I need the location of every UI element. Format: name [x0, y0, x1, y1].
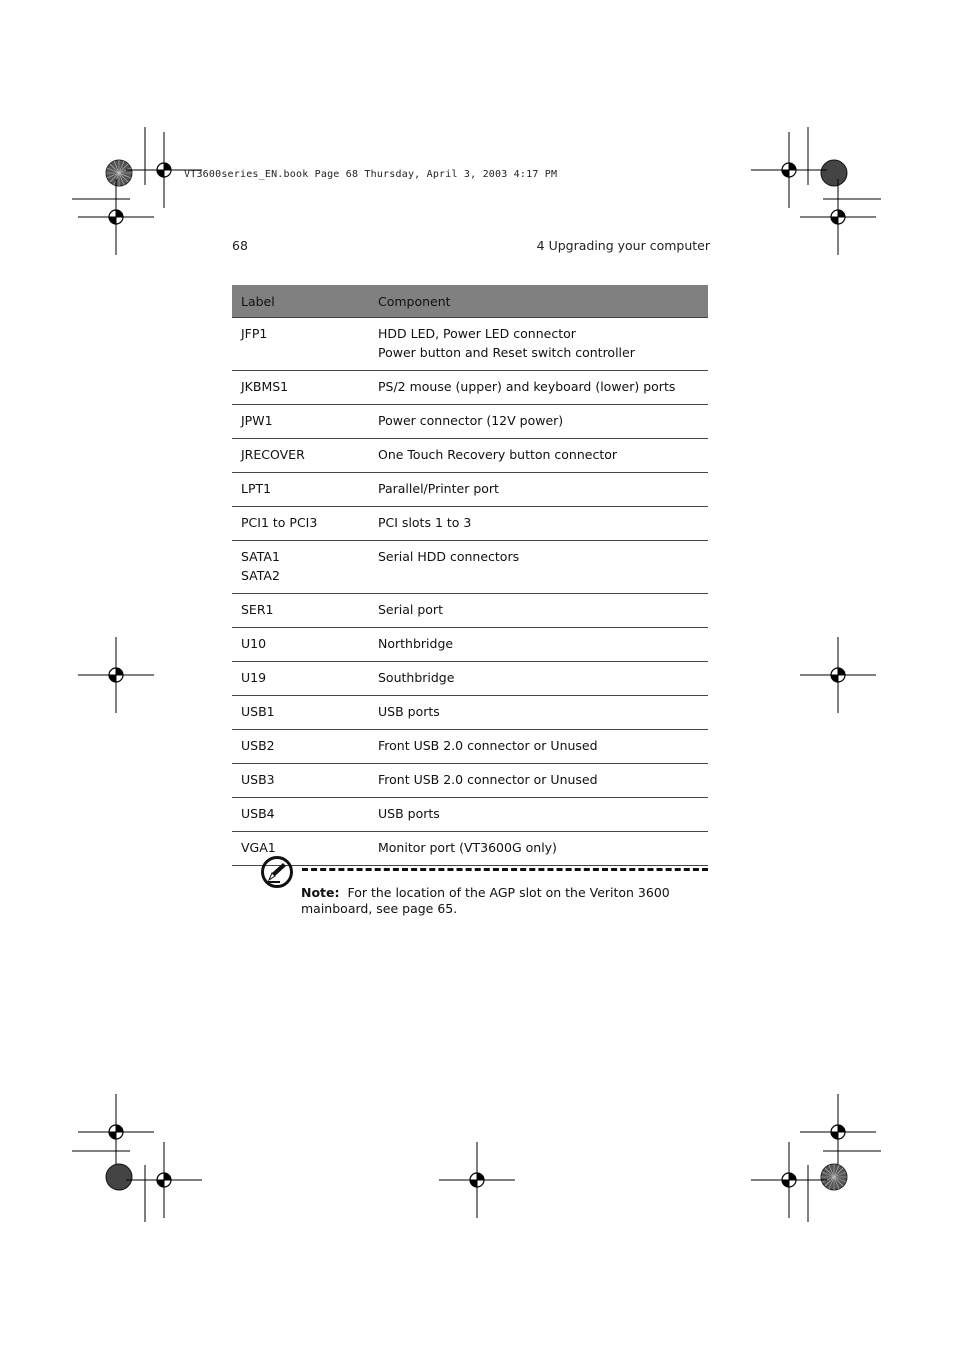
row-label [232, 594, 369, 628]
column-header-component: Component [369, 285, 708, 318]
component-line: Northbridge [378, 636, 454, 651]
table-row [232, 832, 708, 866]
label-line: SATA2 [241, 568, 280, 583]
label-line: USB3 [241, 772, 275, 787]
label-line: VGA1 [241, 840, 276, 855]
label-line: JPW1 [241, 413, 273, 428]
table-row [232, 405, 708, 439]
table-row [232, 371, 708, 405]
row-component [369, 318, 708, 371]
row-label [232, 832, 369, 866]
note-label: Note: [301, 885, 340, 900]
component-line: Power button and Reset switch controller [378, 345, 635, 360]
label-line: SER1 [241, 602, 274, 617]
label-line: PCI1 to PCI3 [241, 515, 318, 530]
component-line: One Touch Recovery button connector [378, 447, 618, 462]
row-label [232, 730, 369, 764]
chapter-title: 4 Upgrading your computer [536, 238, 710, 253]
row-component [369, 730, 708, 764]
component-line: Monitor port (VT3600G only) [378, 840, 557, 855]
row-component [369, 798, 708, 832]
row-component [369, 628, 708, 662]
note-divider [302, 868, 708, 871]
note-block [301, 885, 711, 917]
component-line: Power connector (12V power) [378, 413, 564, 428]
row-component [369, 764, 708, 798]
table-row [232, 764, 708, 798]
row-label [232, 662, 369, 696]
component-line: PCI slots 1 to 3 [378, 515, 472, 530]
row-label [232, 318, 369, 371]
note-pencil-icon [260, 855, 294, 889]
table-row [232, 439, 708, 473]
row-component [369, 473, 708, 507]
row-component [369, 405, 708, 439]
label-line: JFP1 [241, 326, 268, 341]
label-line: USB2 [241, 738, 275, 753]
row-label [232, 541, 369, 594]
component-line: Front USB 2.0 connector or Unused [378, 772, 598, 787]
row-component [369, 594, 708, 628]
column-header-label: Label [232, 285, 369, 318]
row-component [369, 662, 708, 696]
table-row [232, 662, 708, 696]
page-number: 68 [232, 238, 248, 253]
table-row [232, 798, 708, 832]
component-line: USB ports [378, 806, 440, 821]
row-label [232, 507, 369, 541]
row-label [232, 371, 369, 405]
label-line: JKBMS1 [241, 379, 289, 394]
label-line: U19 [241, 670, 267, 685]
table-row [232, 473, 708, 507]
component-line: Serial HDD connectors [378, 549, 520, 564]
row-component [369, 439, 708, 473]
component-line: Front USB 2.0 connector or Unused [378, 738, 598, 753]
note-text: For the location of the AGP slot on the Veriton 3600 mainboard, see page 65. [301, 885, 670, 916]
row-component [369, 507, 708, 541]
row-component [369, 696, 708, 730]
row-component [369, 371, 708, 405]
label-line: LPT1 [241, 481, 272, 496]
component-line: PS/2 mouse (upper) and keyboard (lower) ports [378, 379, 676, 394]
label-line: USB4 [241, 806, 275, 821]
row-label [232, 405, 369, 439]
component-line: Parallel/Printer port [378, 481, 499, 496]
component-line: HDD LED, Power LED connector [378, 326, 576, 341]
table-row [232, 594, 708, 628]
component-line: Southbridge [378, 670, 455, 685]
row-component [369, 541, 708, 594]
print-slug: VT3600series_EN.book Page 68 Thursday, April 3, 2003 4:17 PM [184, 169, 558, 180]
component-table [232, 285, 708, 866]
row-label [232, 628, 369, 662]
label-line: USB1 [241, 704, 275, 719]
label-line: U10 [241, 636, 267, 651]
label-line: SATA1 [241, 549, 280, 564]
table-row [232, 696, 708, 730]
row-label [232, 439, 369, 473]
table-row [232, 541, 708, 594]
row-label [232, 473, 369, 507]
component-line: USB ports [378, 704, 440, 719]
table-row [232, 507, 708, 541]
row-label [232, 798, 369, 832]
table-row [232, 628, 708, 662]
component-line: Serial port [378, 602, 443, 617]
label-line: JRECOVER [241, 447, 305, 462]
row-component [369, 832, 708, 866]
table-header-row [232, 285, 708, 318]
table-row [232, 318, 708, 371]
row-label [232, 696, 369, 730]
row-label [232, 764, 369, 798]
table-row [232, 730, 708, 764]
